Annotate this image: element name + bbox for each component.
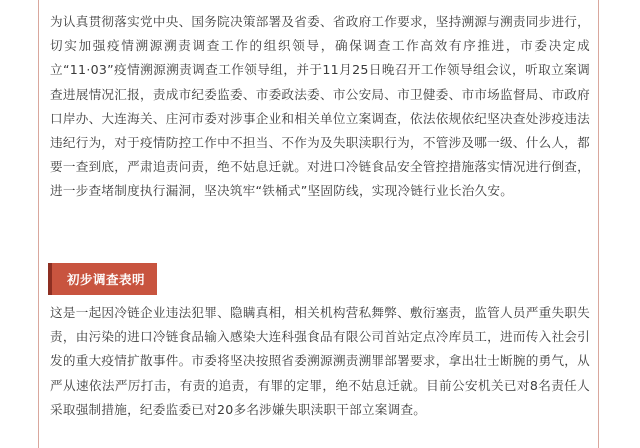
article-paragraph-1: 为认真贯彻落实党中央、国务院决策部署及省委、省政府工作要求，坚持溯源与溯责同步进行，切实加强疫情溯源溯责调查工作的组织领导，确保调查工作高效有序推进，市委决定成立“11·03”疫情溯源溯责调查工作领导组，并于11月25日晚召开工作领导组会议，听取立案调查进展情况汇报，责成市纪委监委、市委政法委、市公安局、市卫健委、市市场监督局、市政府口岸办、大连海关、庄河市委对涉事企业和相关单位立案调查，依法依规依纪坚决查处涉疫违法违纪行为，对于疫情防控工作中不担当、不作为及失职渎职行为，不管涉及哪一级、什么人，都要一查到底，严肃追责问责，绝不姑息迁就。对进口冷链食品安全管控措施落实情况进行倒查，进一步查堵制度执行漏洞，坚决筑牢“铁桶式”坚固防线，实现冷链行业长治久安。	[50, 14, 590, 199]
article-paragraph-2: 这是一起因冷链企业违法犯罪、隐瞒真相，相关机构营私舞弊、敷衍塞责，监管人员严重失职失责，由污染的进口冷链食品输入感染大连科强食品有限公司首站定点冷库员工，进而传入社会引发的重大疫情扩散事件。市委将坚决按照省委溯源溯责溯罪部署要求，拿出壮士断腕的勇气，从严从速依法严厉打击，有责的追责，有罪的定罪，绝不姑息迁就。目前公安机关已对8名责任人采取强制措施，纪委监委已对20多名涉嫌失职渎职干部立案调查。	[50, 305, 590, 417]
section-heading-badge	[48, 263, 157, 295]
section-heading-label: 初步调查表明	[67, 272, 146, 287]
